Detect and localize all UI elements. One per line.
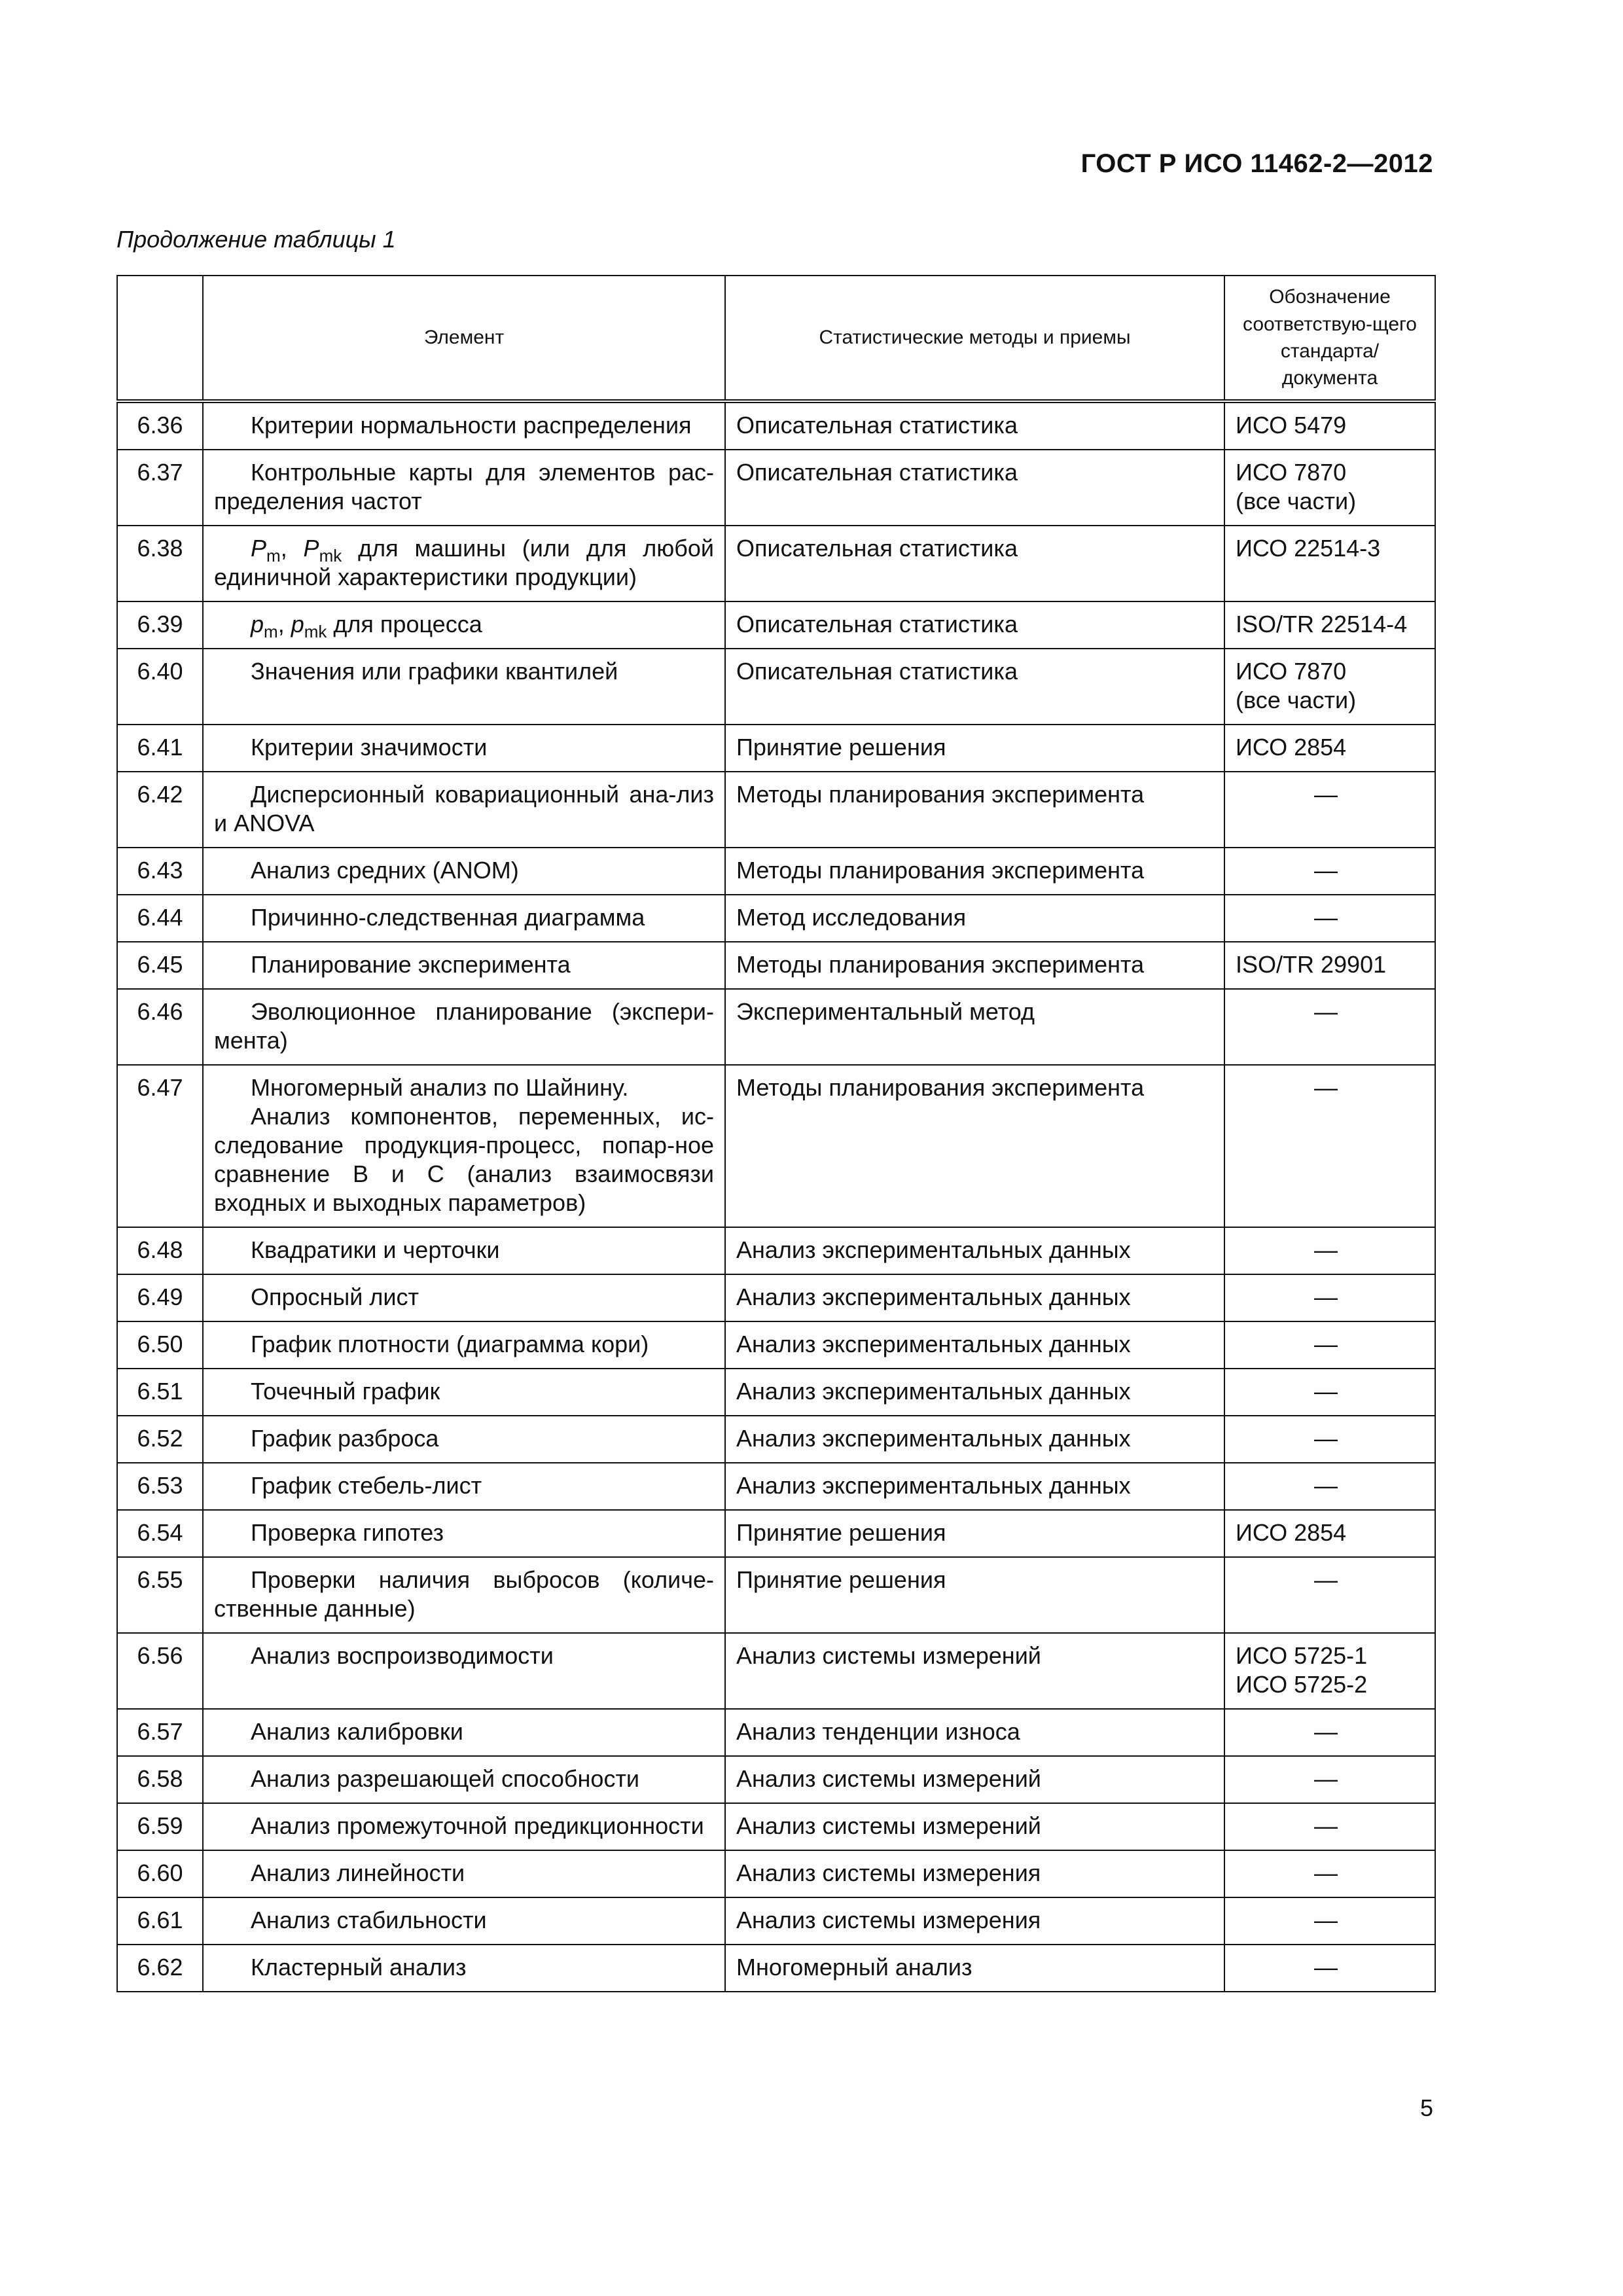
standard-cell xyxy=(1224,989,1435,1065)
column-header-method: Статистические методы и приемы xyxy=(725,276,1224,401)
table-row xyxy=(117,1756,1435,1803)
table-row xyxy=(117,989,1435,1065)
table-row xyxy=(117,848,1435,895)
element-cell xyxy=(203,1065,725,1227)
method-cell: Анализ системы измерений xyxy=(725,1633,1224,1709)
standard-cell xyxy=(1224,725,1435,772)
column-header-standard: Обозначение соответствую-щего стандарта/ документа xyxy=(1224,276,1435,401)
method-cell: Методы планирования эксперимента xyxy=(725,942,1224,989)
row-number: 6.40 xyxy=(117,649,203,725)
method-cell: Анализ системы измерения xyxy=(725,1850,1224,1897)
standard-text: — xyxy=(1314,1331,1338,1357)
element-text: Проверка гипотез xyxy=(251,1519,444,1546)
method-cell: Анализ экспериментальных данных xyxy=(725,1227,1224,1274)
table-row xyxy=(117,1274,1435,1321)
element-cell xyxy=(203,1463,725,1510)
column-header-number xyxy=(117,276,203,401)
standard-cell xyxy=(1224,1756,1435,1803)
standard-cell xyxy=(1224,1463,1435,1510)
standard-cell xyxy=(1224,1945,1435,1992)
table-header-row xyxy=(117,276,1435,401)
element-text: Анализ линейности xyxy=(251,1859,465,1886)
row-number: 6.48 xyxy=(117,1227,203,1274)
method-cell: Анализ экспериментальных данных xyxy=(725,1321,1224,1369)
method-cell: Принятие решения xyxy=(725,1557,1224,1633)
standard-text: ИСО 5479 xyxy=(1236,412,1347,439)
element-text: Кластерный анализ xyxy=(251,1954,467,1981)
standard-cell xyxy=(1224,601,1435,649)
standard-cell xyxy=(1224,1369,1435,1416)
table-row xyxy=(117,725,1435,772)
standard-text: — xyxy=(1314,1812,1338,1839)
element-text: Контрольные карты для элементов рас-пределения частот xyxy=(214,459,714,514)
standard-text: — xyxy=(1314,904,1338,931)
element-cell xyxy=(203,848,725,895)
table-row xyxy=(117,942,1435,989)
standard-cell xyxy=(1224,1897,1435,1945)
element-formula-part: p xyxy=(291,611,304,637)
row-number: 6.39 xyxy=(117,601,203,649)
standard-text: — xyxy=(1314,1859,1338,1886)
method-cell: Анализ системы измерений xyxy=(725,1803,1224,1850)
standard-text: ИСО 22514-3 xyxy=(1236,535,1381,562)
method-cell: Анализ экспериментальных данных xyxy=(725,1369,1224,1416)
standard-text: ISO/TR 29901 xyxy=(1236,951,1387,978)
method-cell: Многомерный анализ xyxy=(725,1945,1224,1992)
method-cell: Описательная статистика xyxy=(725,649,1224,725)
element-cell xyxy=(203,401,725,450)
method-cell: Описательная статистика xyxy=(725,401,1224,450)
element-text: Эволюционное планирование (экспери-мента) xyxy=(214,998,714,1054)
element-text: График разброса xyxy=(251,1425,439,1452)
element-text: Точечный график xyxy=(251,1378,440,1405)
table-row xyxy=(117,601,1435,649)
method-cell: Методы планирования эксперимента xyxy=(725,1065,1224,1227)
element-text: Критерии нормальности распределения xyxy=(251,412,692,439)
table-row xyxy=(117,1321,1435,1369)
table-row xyxy=(117,1065,1435,1227)
standard-text: — xyxy=(1314,1718,1338,1745)
element-cell xyxy=(203,1803,725,1850)
element-cell xyxy=(203,1557,725,1633)
table-row xyxy=(117,772,1435,848)
table-row xyxy=(117,1897,1435,1945)
row-number: 6.58 xyxy=(117,1756,203,1803)
row-number: 6.54 xyxy=(117,1510,203,1557)
method-cell: Анализ системы измерений xyxy=(725,1756,1224,1803)
row-number: 6.47 xyxy=(117,1065,203,1227)
row-number: 6.62 xyxy=(117,1945,203,1992)
row-number: 6.45 xyxy=(117,942,203,989)
standard-text: — xyxy=(1314,1283,1338,1310)
element-formula-part: mk xyxy=(319,546,342,566)
method-cell: Анализ экспериментальных данных xyxy=(725,1274,1224,1321)
standard-cell xyxy=(1224,1850,1435,1897)
element-cell xyxy=(203,989,725,1065)
standard-text: — xyxy=(1314,1074,1338,1101)
standard-text: — xyxy=(1314,1765,1338,1792)
page-number: 5 xyxy=(1419,2094,1433,2121)
table-row xyxy=(117,450,1435,526)
row-number: 6.59 xyxy=(117,1803,203,1850)
table-row xyxy=(117,1557,1435,1633)
element-text: Квадратики и черточки xyxy=(251,1236,500,1263)
element-text: График плотности (диаграмма кори) xyxy=(251,1331,649,1357)
element-cell xyxy=(203,526,725,601)
element-cell xyxy=(203,1510,725,1557)
standard-text: (все части) xyxy=(1236,687,1357,713)
standard-cell xyxy=(1224,1709,1435,1756)
table-row xyxy=(117,1416,1435,1463)
element-text: Проверки наличия выбросов (количе-ственные данные) xyxy=(214,1566,714,1622)
method-cell: Анализ тенденции износа xyxy=(725,1709,1224,1756)
table-body xyxy=(117,401,1435,1992)
table-row xyxy=(117,1709,1435,1756)
standard-text: ИСО 5725-1 xyxy=(1236,1642,1368,1669)
standard-cell xyxy=(1224,1510,1435,1557)
standard-text: ИСО 2854 xyxy=(1236,734,1347,761)
method-cell: Анализ экспериментальных данных xyxy=(725,1463,1224,1510)
element-text: Анализ промежуточной предикционности xyxy=(251,1812,704,1839)
element-formula-part: , xyxy=(280,535,304,562)
row-number: 6.38 xyxy=(117,526,203,601)
row-number: 6.49 xyxy=(117,1274,203,1321)
element-text: Опросный лист xyxy=(251,1283,419,1310)
standard-text: — xyxy=(1314,1566,1338,1593)
table-row xyxy=(117,526,1435,601)
row-number: 6.36 xyxy=(117,401,203,450)
row-number: 6.56 xyxy=(117,1633,203,1709)
element-formula-part: , xyxy=(277,611,291,637)
method-cell: Методы планирования эксперимента xyxy=(725,848,1224,895)
row-number: 6.57 xyxy=(117,1709,203,1756)
element-cell xyxy=(203,649,725,725)
element-cell xyxy=(203,772,725,848)
element-cell xyxy=(203,1850,725,1897)
row-number: 6.55 xyxy=(117,1557,203,1633)
standard-cell xyxy=(1224,1557,1435,1633)
column-header-element: Элемент xyxy=(203,276,725,401)
table-row xyxy=(117,1945,1435,1992)
standard-cell xyxy=(1224,1274,1435,1321)
standard-text: — xyxy=(1314,781,1338,808)
element-text: Анализ разрешающей способности xyxy=(251,1765,640,1792)
element-text: Анализ стабильности xyxy=(251,1907,487,1933)
method-cell: Анализ системы измерения xyxy=(725,1897,1224,1945)
element-cell xyxy=(203,1756,725,1803)
element-cell xyxy=(203,450,725,526)
element-cell xyxy=(203,601,725,649)
standard-text: — xyxy=(1314,1378,1338,1405)
element-cell xyxy=(203,1227,725,1274)
table-row xyxy=(117,895,1435,942)
element-cell xyxy=(203,1321,725,1369)
row-number: 6.50 xyxy=(117,1321,203,1369)
standard-cell xyxy=(1224,401,1435,450)
element-text: Анализ средних (ANOM) xyxy=(251,857,519,884)
element-formula-part: m xyxy=(266,546,281,566)
standard-cell xyxy=(1224,772,1435,848)
element-text: Критерии значимости xyxy=(251,734,488,761)
row-number: 6.41 xyxy=(117,725,203,772)
standard-cell xyxy=(1224,848,1435,895)
element-cell xyxy=(203,942,725,989)
row-number: 6.42 xyxy=(117,772,203,848)
table-row xyxy=(117,1463,1435,1510)
element-formula-part: для машины (или для любой единичной характеристики продукции) xyxy=(214,535,714,590)
element-text: Планирование эксперимента xyxy=(251,951,571,978)
standard-text: — xyxy=(1314,1954,1338,1981)
row-number: 6.61 xyxy=(117,1897,203,1945)
element-cell xyxy=(203,1633,725,1709)
standard-text: ИСО 7870 xyxy=(1236,459,1347,486)
standard-cell xyxy=(1224,1803,1435,1850)
standard-cell xyxy=(1224,1321,1435,1369)
method-cell: Описательная статистика xyxy=(725,526,1224,601)
row-number: 6.43 xyxy=(117,848,203,895)
row-number: 6.44 xyxy=(117,895,203,942)
row-number: 6.37 xyxy=(117,450,203,526)
standard-text: ИСО 7870 xyxy=(1236,658,1347,685)
element-text: Дисперсионный ковариационный ана-лиз и ANOVA xyxy=(214,781,714,836)
element-text: Причинно-следственная диаграмма xyxy=(251,904,645,931)
element-text: Многомерный анализ по Шайнину. xyxy=(251,1074,629,1101)
table-row xyxy=(117,1510,1435,1557)
element-formula-part: mk xyxy=(304,622,327,642)
element-text: Значения или графики квантилей xyxy=(251,658,618,685)
method-cell: Анализ экспериментальных данных xyxy=(725,1416,1224,1463)
method-cell: Экспериментальный метод xyxy=(725,989,1224,1065)
standard-cell xyxy=(1224,649,1435,725)
table-row xyxy=(117,1369,1435,1416)
element-text: Анализ компонентов, переменных, ис-следование продукция-процесс, попар-ное сравнение В и С (анализ взаимосвязи входных и выходных параметров) xyxy=(214,1103,714,1216)
element-formula-part: P xyxy=(303,535,319,562)
method-cell: Принятие решения xyxy=(725,1510,1224,1557)
element-formula-part: P xyxy=(251,535,267,562)
standard-cell xyxy=(1224,895,1435,942)
element-text: График стебель-лист xyxy=(251,1472,482,1499)
element-text: Анализ калибровки xyxy=(251,1718,463,1745)
element-formula-part: p xyxy=(251,611,264,637)
method-cell: Принятие решения xyxy=(725,725,1224,772)
standard-cell xyxy=(1224,1227,1435,1274)
table-row xyxy=(117,1633,1435,1709)
standard-text: — xyxy=(1314,1472,1338,1499)
table-row xyxy=(117,401,1435,450)
standard-text: — xyxy=(1314,1236,1338,1263)
standard-text: ИСО 2854 xyxy=(1236,1519,1347,1546)
element-cell xyxy=(203,1945,725,1992)
element-cell xyxy=(203,725,725,772)
row-number: 6.51 xyxy=(117,1369,203,1416)
element-cell xyxy=(203,895,725,942)
standard-text: (все части) xyxy=(1236,488,1357,514)
row-number: 6.53 xyxy=(117,1463,203,1510)
method-cell: Описательная статистика xyxy=(725,601,1224,649)
standard-cell xyxy=(1224,1416,1435,1463)
standard-text: ISO/TR 22514-4 xyxy=(1236,611,1408,637)
row-number: 6.52 xyxy=(117,1416,203,1463)
table-row xyxy=(117,1227,1435,1274)
method-cell: Описательная статистика xyxy=(725,450,1224,526)
element-cell xyxy=(203,1709,725,1756)
standard-text: — xyxy=(1314,1907,1338,1933)
table-caption: Продолжение таблицы 1 xyxy=(116,226,396,253)
standard-text: — xyxy=(1314,998,1338,1025)
row-number: 6.46 xyxy=(117,989,203,1065)
element-cell xyxy=(203,1897,725,1945)
method-cell: Методы планирования эксперимента xyxy=(725,772,1224,848)
standard-text: — xyxy=(1314,1425,1338,1452)
standard-cell xyxy=(1224,1065,1435,1227)
standard-cell xyxy=(1224,942,1435,989)
standard-text: ИСО 5725-2 xyxy=(1236,1671,1368,1698)
table-row xyxy=(117,649,1435,725)
method-cell: Метод исследования xyxy=(725,895,1224,942)
element-formula-part: для процесса xyxy=(327,611,482,637)
document-header: ГОСТ Р ИСО 11462-2—2012 xyxy=(1080,149,1433,178)
element-cell xyxy=(203,1416,725,1463)
standard-cell xyxy=(1224,450,1435,526)
standard-text: — xyxy=(1314,857,1338,884)
element-cell xyxy=(203,1369,725,1416)
row-number: 6.60 xyxy=(117,1850,203,1897)
methods-table xyxy=(116,275,1436,1992)
table-row xyxy=(117,1803,1435,1850)
table-row xyxy=(117,1850,1435,1897)
element-formula-part: m xyxy=(264,622,278,642)
element-cell xyxy=(203,1274,725,1321)
standard-cell xyxy=(1224,1633,1435,1709)
standard-cell xyxy=(1224,526,1435,601)
element-text: Анализ воспроизводимости xyxy=(251,1642,554,1669)
